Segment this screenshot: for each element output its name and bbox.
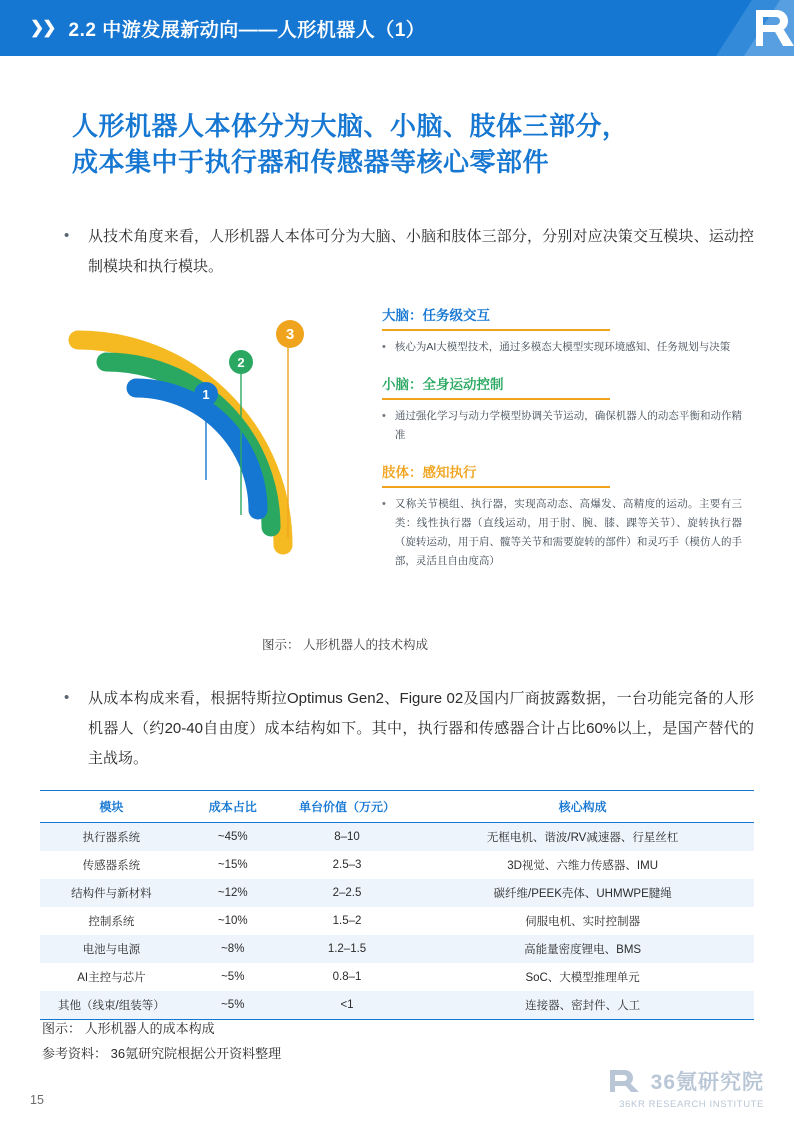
source-note: 参考资料： 36氪研究院根据公开资料整理	[42, 1046, 282, 1061]
explanation-body	[382, 407, 742, 445]
table-cell: ~10%	[183, 907, 283, 935]
diagram-node-1: 1	[194, 382, 218, 406]
table-header-cell: 模块	[40, 791, 183, 823]
concentric-arcs-graphic	[48, 300, 388, 600]
brand-r-logo-icon	[624, 0, 794, 56]
table-cell: ~5%	[183, 963, 283, 991]
bullet-text: 从技术角度来看，人形机器人本体可分为大脑、小脑和肢体三部分，分别对应决策交互模块、运动控制模块和执行模块。	[88, 228, 754, 275]
table-cell: 8–10	[283, 823, 412, 852]
figure-caption-diagram: 图示： 人形机器人的技术构成	[262, 638, 428, 652]
table-cell: 连接器、密封件、人工	[411, 991, 754, 1020]
cost-structure-table	[40, 790, 754, 1020]
explanation-text: 通过强化学习与动力学模型协调关节运动，确保机器人的动态平衡和动作精准	[394, 410, 742, 441]
bullet-item	[64, 684, 754, 774]
table-cell: AI主控与芯片	[40, 963, 183, 991]
table-cell: 控制系统	[40, 907, 183, 935]
table-header-row	[40, 791, 754, 823]
table-cell: 2.5–3	[283, 851, 412, 879]
table-cell: ~8%	[183, 935, 283, 963]
explanation-heading: 大脑：任务级交互	[382, 304, 610, 331]
page-title: 2.2 中游发展新动向——人形机器人（1）	[68, 19, 426, 41]
table-cell: ~12%	[183, 879, 283, 907]
explanation-group-brain	[382, 304, 742, 357]
section-title-line2: 成本集中于执行器和传感器等核心零部件	[72, 147, 550, 177]
explanation-group-limbs	[382, 461, 742, 571]
diagram-explanations	[382, 304, 742, 587]
section-title-line1: 人形机器人本体分为大脑、小脑、肢体三部分，	[72, 111, 629, 141]
table-row	[40, 879, 754, 907]
table-cell: 碳纤维/PEEK壳体、UHMWPE腱绳	[411, 879, 754, 907]
table-row	[40, 935, 754, 963]
explanation-heading: 肢体：感知执行	[382, 461, 610, 488]
table-cell: 高能量密度锂电、BMS	[411, 935, 754, 963]
explanation-heading: 小脑：全身运动控制	[382, 373, 610, 400]
watermark	[609, 1066, 764, 1110]
explanation-group-cerebellum	[382, 373, 742, 445]
page-header	[0, 0, 794, 56]
table-cell: 2–2.5	[283, 879, 412, 907]
table-cell: ~15%	[183, 851, 283, 879]
explanation-text: 核心为AI大模型技术，通过多模态大模型实现环境感知、任务规划与决策	[394, 341, 731, 353]
table-row	[40, 851, 754, 879]
watermark-name: 36氪研究院	[650, 1071, 764, 1094]
double-chevron-right-icon: ❯❯	[30, 18, 55, 37]
brand-r-logo-icon	[609, 1068, 643, 1094]
table-cell: 0.8–1	[283, 963, 412, 991]
technical-composition-diagram	[48, 300, 388, 600]
table-cell: 其他（线束/组装等）	[40, 991, 183, 1020]
page-number: 15	[30, 1093, 44, 1107]
table-header-cell: 单台价值（万元）	[283, 791, 412, 823]
bullet-marker: •	[382, 410, 386, 422]
explanation-body	[382, 495, 742, 571]
table-cell: 执行器系统	[40, 823, 183, 852]
figure-caption-table: 图示： 人形机器人的成本构成	[42, 1021, 215, 1036]
table-cell: 电池与电源	[40, 935, 183, 963]
table-cell: 1.2–1.5	[283, 935, 412, 963]
table-row	[40, 823, 754, 852]
diagram-node-2: 2	[229, 350, 253, 374]
table-cell: 3D视觉、六维力传感器、IMU	[411, 851, 754, 879]
explanation-text: 又称关节模组、执行器，实现高动态、高爆发、高精度的运动。主要有三类：线性执行器（直线运动，用于肘、腕、膝、踝等关节）、旋转执行器（旋转运动，用于肩、髋等关节和需要旋转的部件）和灵巧手（模仿人的手部，灵活且自由度高）	[394, 498, 742, 567]
table-cell: 伺服电机、实时控制器	[411, 907, 754, 935]
section-title	[72, 108, 732, 180]
diagram-node-3: 3	[276, 320, 304, 348]
table-body	[40, 823, 754, 1020]
table-cell: 传感器系统	[40, 851, 183, 879]
table-header-cell: 成本占比	[183, 791, 283, 823]
table	[40, 790, 754, 1020]
table-row	[40, 907, 754, 935]
table-cell: 结构件与新材料	[40, 879, 183, 907]
table-cell: ~45%	[183, 823, 283, 852]
bullet-marker: •	[64, 689, 70, 706]
bullet-item	[64, 222, 754, 282]
table-cell: SoC、大模型推理单元	[411, 963, 754, 991]
table-cell: 1.5–2	[283, 907, 412, 935]
bullet-marker: •	[64, 227, 70, 244]
bullet-text: 从成本构成来看，根据特斯拉Optimus Gen2、Figure 02及国内厂商披露数据，一台功能完备的人形机器人（约20-40自由度）成本结构如下。其中，执行器和传感器合计占比60%以上，是国产替代的主战场。	[88, 690, 754, 767]
bullet-marker: •	[382, 341, 386, 353]
table-header-cell: 核心构成	[411, 791, 754, 823]
explanation-body	[382, 338, 742, 357]
table-cell: 无框电机、谐波/RV减速器、行星丝杠	[411, 823, 754, 852]
table-row	[40, 991, 754, 1020]
bullet-marker: •	[382, 498, 386, 510]
table-row	[40, 963, 754, 991]
table-cell: <1	[283, 991, 412, 1020]
table-cell: ~5%	[183, 991, 283, 1020]
watermark-subtitle: 36KR RESEARCH INSTITUTE	[619, 1099, 764, 1110]
